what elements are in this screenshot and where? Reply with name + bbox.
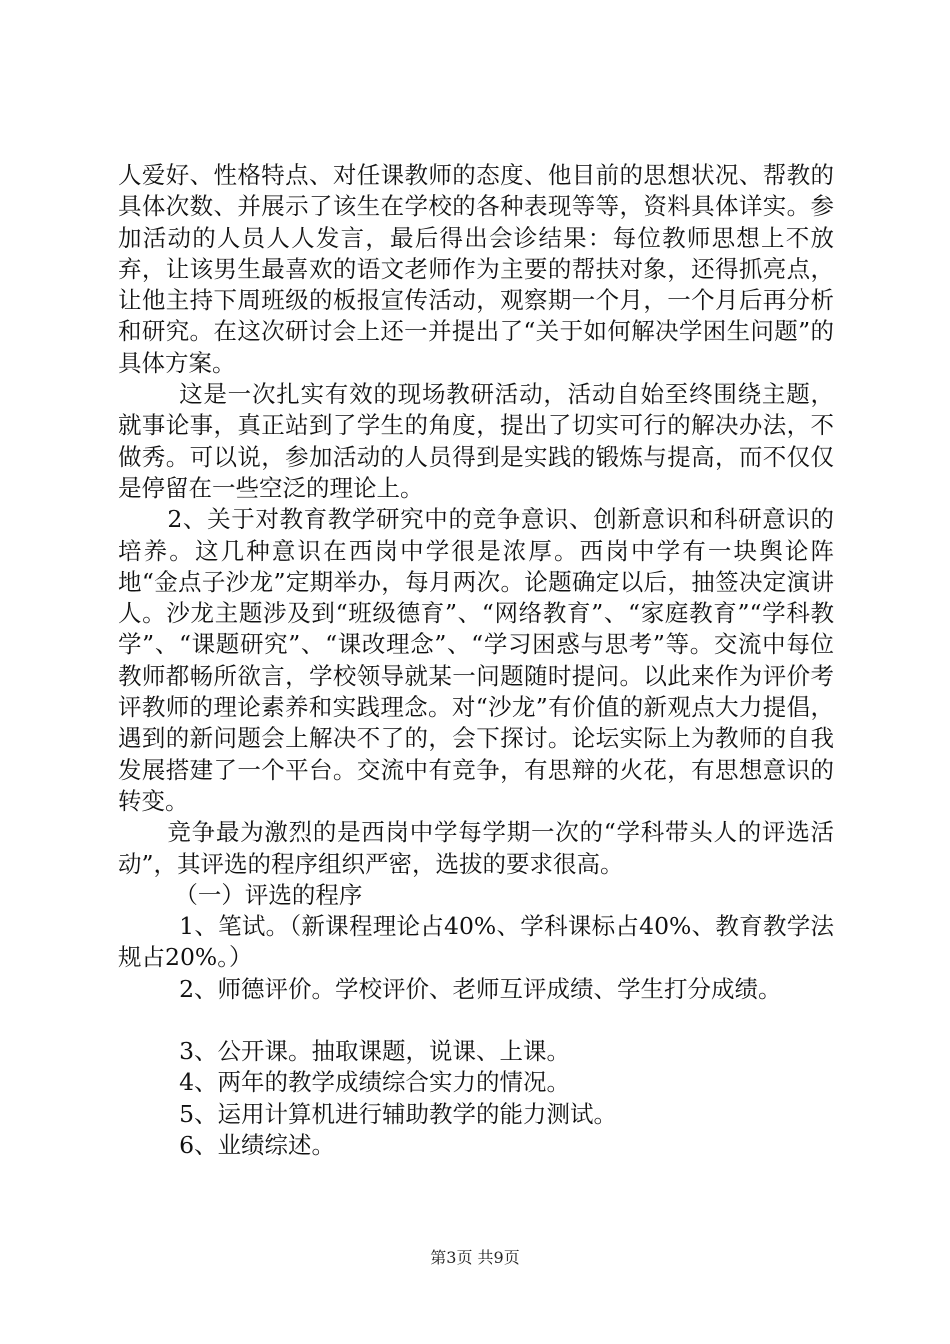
paragraph-2: 这是一次扎实有效的现场教研活动，活动自始至终围绕主题，就事论事，真正站到了学生的角度，提出了切实可行的解决办法，不做秀。可以说，参加活动的人员得到是实践的锻炼与提高，而不仅仅是停留在一些空泛的理论上。 bbox=[118, 380, 834, 502]
section-heading: （一）评选的程序 bbox=[174, 880, 363, 909]
list-item-4: 4、两年的教学成绩综合实力的情况。 bbox=[179, 1068, 571, 1097]
document-body bbox=[118, 160, 834, 1161]
list-item-3: 3、公开课。抽取课题，说课、上课。 bbox=[179, 1037, 571, 1066]
list-item-6: 6、业绩综述。 bbox=[179, 1130, 336, 1159]
paragraph-4: 竞争最为激烈的是西岗中学每学期一次的“学科带头人的评选活动”，其评选的程序组织严密，选拔的要求很高。 bbox=[118, 818, 834, 878]
page-number-footer: 第3页 共9页 bbox=[430, 1248, 520, 1267]
paragraph-3: 2、关于对教育教学研究中的竞争意识、创新意识和科研意识的培养。这几种意识在西岗中学很是浓厚。西岗中学有一块舆论阵地“金点子沙龙”定期举办，每月两次。论题确定以后，抽签决定演讲人。沙龙主题涉及到“班级德育”、“网络教育”、“家庭教育”“学科教学”、“课题研究”、“课改理念”、“学习困惑与思考”等。交流中每位教师都畅所欲言，学校领导就某一问题随时提问。以此来作为评价考评教师的理论素养和实践理念。对“沙龙”有价值的新观点大力提倡，遇到的新问题会上解决不了的，会下探讨。论坛实际上为教师的自我发展搭建了一个平台。交流中有竞争，有思辩的火花，有思想意识的转变。 bbox=[118, 505, 834, 815]
list-item-5: 5、运用计算机进行辅助教学的能力测试。 bbox=[179, 1099, 618, 1128]
blank-line bbox=[118, 1005, 834, 1036]
list-item-2: 2、师德评价。学校评价、老师互评成绩、学生打分成绩。 bbox=[179, 974, 782, 1003]
paragraph-1: 人爱好、性格特点、对任课教师的态度、他目前的思想状况、帮教的具体次数、并展示了该生在学校的各种表现等等，资料具体详实。参加活动的人员人人发言，最后得出会诊结果：每位教师思想上不放弃，让该男生最喜欢的语文老师作为主要的帮扶对象，还得抓亮点，让他主持下周班级的板报宣传活动，观察期一个月，一个月后再分析和研究。在这次研讨会上还一并提出了“关于如何解决学困生问题”的具体方案。 bbox=[118, 161, 834, 377]
list-item-1: 1、笔试。（新课程理论占40%、学科课标占40%、教育教学法规占20%。） bbox=[118, 912, 834, 972]
